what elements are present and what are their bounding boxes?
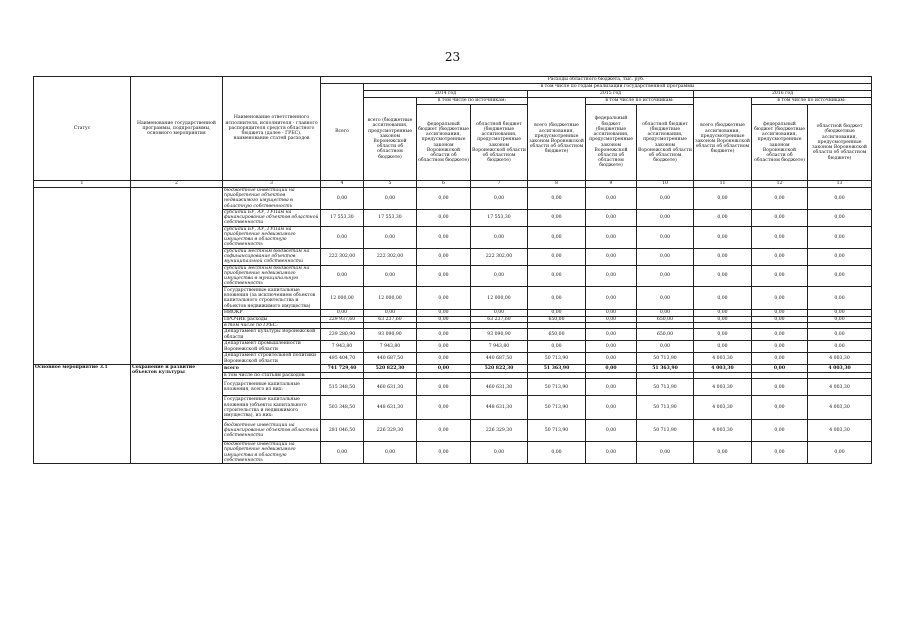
value-cell: 0,00 [586, 209, 637, 226]
value-cell: 17 553,30 [364, 209, 417, 226]
value-cell: 0,00 [694, 188, 752, 210]
value-cell: 0,00 [752, 188, 808, 210]
value-cell: 650,00 [528, 329, 586, 341]
value-cell: 0,00 [752, 442, 808, 464]
column-number: 8 [528, 181, 586, 188]
value-cell: 0,00 [417, 209, 471, 226]
value-cell: 222 302,00 [364, 248, 417, 265]
value-cell: 0,00 [417, 287, 471, 310]
value-cell: 50 713,90 [528, 379, 586, 396]
value-cell: 0,00 [417, 316, 471, 322]
value-cell: 93 090,90 [471, 329, 528, 341]
value-cell: 0,00 [808, 341, 872, 353]
value-cell: 0,00 [364, 310, 417, 316]
value-cell: 4 003,30 [694, 396, 752, 420]
value-cell: 0,00 [417, 379, 471, 396]
row-label: бюджетные инвестиции на приобретение объектов недвижимого имущества в областную собственность [223, 188, 321, 210]
value-cell: 0,00 [637, 248, 694, 265]
page-number: 23 [444, 50, 461, 64]
value-cell: 63 237,60 [364, 316, 417, 322]
value-cell: 0,00 [752, 420, 808, 442]
column-number: 4 [321, 181, 364, 188]
value-cell: 0,00 [528, 248, 586, 265]
value-cell: 0,00 [752, 209, 808, 226]
row-label: НИОКР [223, 310, 321, 316]
column-number: 1 [34, 181, 131, 188]
value-cell: 0,00 [364, 265, 417, 287]
row-label: Департамент промышленности Воронежской области [223, 341, 321, 353]
row-label: в том числе по ГРБС: [223, 322, 321, 328]
value-cell: 460 631,30 [471, 379, 528, 396]
main-name: Сохранение и развитие объектов культуры [131, 365, 223, 464]
value-cell: 650,00 [637, 329, 694, 341]
header-2015-sources: в том числе по источникам: [586, 98, 694, 105]
value-cell: 4 003,30 [694, 379, 752, 396]
column-number: 6 [417, 181, 471, 188]
value-cell: 12 000,00 [364, 287, 417, 310]
value-cell: 4 003,30 [694, 420, 752, 442]
value-cell: 0,00 [752, 353, 808, 365]
value-cell: 0,00 [417, 248, 471, 265]
value-cell: 0,00 [321, 188, 364, 210]
value-cell: 0,00 [417, 341, 471, 353]
value-cell: 0,00 [808, 316, 872, 322]
value-cell: 0,00 [586, 420, 637, 442]
value-cell: 4 003,30 [694, 353, 752, 365]
value-cell: 50 713,90 [528, 396, 586, 420]
value-cell: 0,00 [417, 188, 471, 210]
value-cell: 0,00 [417, 329, 471, 341]
row-label: Государственные капитальные вложения, всего из них: [223, 379, 321, 396]
header-2016-fed: федеральный бюджет (бюджетные ассигнования, предусмотренные законом Воронежской области об областном бюджете) [752, 105, 808, 181]
header-expenses-title: Расходы областного бюджета, тыс. руб. [321, 77, 872, 84]
value-cell: 0,00 [528, 209, 586, 226]
value-cell: 0,00 [694, 287, 752, 310]
value-cell: 0,00 [417, 365, 471, 373]
value-cell: 741 729,40 [321, 365, 364, 373]
value-cell: 0,00 [528, 310, 586, 316]
header-2014-all: всего (бюджетные ассигнования, предусмотренные законом Воронежской области об областном бюджете) [364, 98, 417, 181]
value-cell: 222 302,00 [321, 248, 364, 265]
value-cell: 0,00 [637, 209, 694, 226]
value-cell: 0,00 [417, 226, 471, 248]
value-cell: 0,00 [637, 287, 694, 310]
value-cell: 0,00 [364, 442, 417, 464]
header-executor: Наименование ответственного исполнителя, исполнителя - главного распорядителя средств областного бюджета (далее - ГРБС), наименование статей расходов [223, 77, 321, 181]
value-cell: 0,00 [752, 226, 808, 248]
value-cell: 0,00 [528, 287, 586, 310]
value-cell: 0,00 [752, 329, 808, 341]
row-label: субсидии БУ, АУ, ГУПам на приобретение недвижимого имущества в областную собственность [223, 226, 321, 248]
header-status: Статус [34, 77, 131, 181]
value-cell: 0,00 [417, 442, 471, 464]
column-number: 10 [637, 181, 694, 188]
value-cell: 226 329,30 [364, 420, 417, 442]
value-cell: 0,00 [417, 310, 471, 316]
value-cell: 0,00 [808, 329, 872, 341]
value-cell: 0,00 [528, 188, 586, 210]
row-label: всего [223, 365, 321, 373]
row-label: бюджетные инвестиции на финансирование объектов областной собственности [223, 420, 321, 442]
value-cell: 0,00 [417, 396, 471, 420]
value-cell: 0,00 [586, 353, 637, 365]
value-cell: 0,00 [808, 310, 872, 316]
value-cell: 0,00 [637, 226, 694, 248]
value-cell: 0,00 [586, 365, 637, 373]
value-cell: 440 687,50 [364, 353, 417, 365]
value-cell: 0,00 [808, 287, 872, 310]
value-cell: 495 404,70 [321, 353, 364, 365]
value-cell: 0,00 [637, 442, 694, 464]
value-cell: 0,00 [637, 310, 694, 316]
value-cell: 0,00 [528, 442, 586, 464]
value-cell: 17 553,30 [471, 209, 528, 226]
value-cell: 0,00 [417, 353, 471, 365]
header-2015-all: всего (бюджетные ассигнования, предусмотренные законом Воронежской области об областном бюджете) [528, 98, 586, 181]
row-label: Государственные капитальные вложения (объекты капитального строительства и недвижимого имущества), из них: [223, 396, 321, 420]
value-cell: 0,00 [752, 265, 808, 287]
value-cell: 50 713,90 [637, 379, 694, 396]
value-cell: 0,00 [586, 316, 637, 322]
value-cell: 222 302,00 [471, 248, 528, 265]
value-cell: 0,00 [528, 265, 586, 287]
value-cell: 0,00 [586, 442, 637, 464]
value-cell: 50 713,90 [637, 353, 694, 365]
value-cell: 4 003,30 [808, 353, 872, 365]
header-total: Всего [321, 84, 364, 181]
value-cell: 0,00 [528, 226, 586, 248]
value-cell: 51 363,90 [528, 365, 586, 373]
value-cell: 4 003,30 [694, 365, 752, 373]
value-cell: 0,00 [808, 265, 872, 287]
column-number: 7 [471, 181, 528, 188]
header-2015-reg: областной бюджет (бюджетные ассигнования, предусмотренные законом Воронежской области об областном бюджете) [637, 105, 694, 181]
row-label: в том числе по статьям расходов: [223, 373, 321, 379]
value-cell: 0,00 [417, 420, 471, 442]
value-cell: 0,00 [321, 442, 364, 464]
value-cell: 0,00 [586, 287, 637, 310]
header-2015-fed: федеральный бюджет (бюджетные ассигнования, предусмотренные законом Воронежской области об областном бюджете) [586, 105, 637, 181]
value-cell: 0,00 [586, 310, 637, 316]
header-year-2014: 2014 год [364, 91, 528, 98]
value-cell: 50 713,90 [637, 396, 694, 420]
budget-table [33, 76, 872, 464]
column-number: 13 [808, 181, 872, 188]
row-label: ПРОЧИЕ расходы [223, 316, 321, 322]
main-status: Основное мероприятие 3.1 [34, 365, 131, 464]
value-cell: 0,00 [471, 442, 528, 464]
value-cell: 0,00 [637, 188, 694, 210]
value-cell: 440 687,50 [471, 353, 528, 365]
column-number: 12 [752, 181, 808, 188]
value-cell: 50 713,90 [528, 353, 586, 365]
value-cell: 0,00 [694, 316, 752, 322]
header-2014-sources: в том числе по источникам: [417, 98, 528, 105]
header-year-2015: 2015 год [528, 91, 694, 98]
value-cell: 448 631,30 [471, 396, 528, 420]
value-cell: 226 329,30 [471, 420, 528, 442]
value-cell: 0,00 [752, 248, 808, 265]
table-row [34, 365, 872, 373]
value-cell: 0,00 [694, 310, 752, 316]
value-cell: 239 280,90 [321, 329, 364, 341]
table-row [34, 188, 872, 210]
value-cell: 0,00 [637, 341, 694, 353]
header-2016-reg: областной бюджет (бюджетные ассигнования, предусмотренные законом Воронежской области об областном бюджете) [808, 105, 872, 181]
value-cell: 51 363,90 [637, 365, 694, 373]
value-cell: 0,00 [808, 226, 872, 248]
header-2014-reg: областной бюджет (бюджетные ассигнования, предусмотренные законом Воронежской области об областном бюджете) [471, 105, 528, 181]
value-cell: 0,00 [694, 265, 752, 287]
value-cell: 0,00 [752, 396, 808, 420]
value-cell: 7 943,80 [471, 341, 528, 353]
value-cell: 650,00 [637, 316, 694, 322]
row-label: Государственные капитальные вложения (за исключением объектов капитального строительства и объектов недвижимого имущества) [223, 287, 321, 310]
header-2016-sources: в том числе по источникам: [752, 98, 872, 105]
value-cell: 229 937,60 [321, 316, 364, 322]
value-cell: 0,00 [321, 265, 364, 287]
column-number: 5 [364, 181, 417, 188]
value-cell: 0,00 [694, 341, 752, 353]
status-empty-cell [34, 188, 131, 365]
row-label: Департамент культуры Воронежской области [223, 329, 321, 341]
value-cell: 0,00 [586, 379, 637, 396]
value-cell: 12 000,00 [321, 287, 364, 310]
value-cell: 0,00 [694, 442, 752, 464]
value-cell: 0,00 [752, 310, 808, 316]
row-label: субсидии местным бюджетам на софинансирование объектов муниципальной собственности [223, 248, 321, 265]
value-cell: 0,00 [586, 341, 637, 353]
value-cell: 448 631,30 [364, 396, 417, 420]
value-cell: 0,00 [808, 442, 872, 464]
value-cell: 0,00 [752, 316, 808, 322]
value-cell: 0,00 [752, 287, 808, 310]
value-cell: 0,00 [586, 248, 637, 265]
value-cell: 0,00 [586, 265, 637, 287]
row-label: Департамент строительной политики Воронежской области [223, 353, 321, 365]
value-cell: 0,00 [321, 226, 364, 248]
row-label: субсидии БУ, АУ, ГУПам на финансирование объектов областной собственности [223, 209, 321, 226]
value-cell: 0,00 [321, 310, 364, 316]
value-cell: 0,00 [694, 226, 752, 248]
row-label: субсидии местным бюджетам на приобретение недвижимого имущества в муниципальную собственность [223, 265, 321, 287]
value-cell: 93 090,90 [364, 329, 417, 341]
column-number: 11 [694, 181, 752, 188]
program-empty-cell [131, 188, 223, 365]
value-cell: 0,00 [471, 188, 528, 210]
value-cell: 0,00 [471, 226, 528, 248]
value-cell: 50 713,90 [637, 420, 694, 442]
value-cell: 17 553,30 [321, 209, 364, 226]
column-number: 2 [131, 181, 223, 188]
value-cell: 12 000,00 [471, 287, 528, 310]
value-cell: 0,00 [586, 396, 637, 420]
value-cell: 4 003,30 [808, 396, 872, 420]
value-cell: 0,00 [471, 265, 528, 287]
value-cell: 0,00 [637, 265, 694, 287]
value-cell: 0,00 [364, 188, 417, 210]
value-cell: 0,00 [694, 329, 752, 341]
value-cell: 0,00 [471, 310, 528, 316]
value-cell: 50 713,90 [528, 420, 586, 442]
value-cell: 0,00 [808, 188, 872, 210]
header-year-2016: 2016 год [694, 91, 872, 98]
value-cell: 503 348,50 [321, 396, 364, 420]
header-program-name: Наименование государственной программы, подпрограммы, основного мероприятия [131, 77, 223, 181]
header-subtitle: в том числе по годам реализации государственной программы [364, 84, 872, 91]
value-cell: 281 046,50 [321, 420, 364, 442]
value-cell: 520 822,30 [471, 365, 528, 373]
value-cell: 650,00 [528, 316, 586, 322]
column-number: 3 [223, 181, 321, 188]
value-cell: 0,00 [528, 341, 586, 353]
header-2014-fed: федеральный бюджет (бюджетные ассигнования, предусмотренные законом Воронежской области об областном бюджете) [417, 105, 471, 181]
value-cell: 0,00 [808, 209, 872, 226]
value-cell: 520 822,30 [364, 365, 417, 373]
value-cell: 7 943,80 [364, 341, 417, 353]
value-cell: 0,00 [752, 365, 808, 373]
value-cell: 0,00 [586, 188, 637, 210]
value-cell: 4 003,30 [808, 365, 872, 373]
value-cell: 0,00 [694, 209, 752, 226]
value-cell: 7 943,80 [321, 341, 364, 353]
column-number: 9 [586, 181, 637, 188]
value-cell: 0,00 [586, 226, 637, 248]
value-cell: 0,00 [694, 248, 752, 265]
value-cell: 0,00 [586, 329, 637, 341]
row-label: бюджетные инвестиции на приобретение недвижимого имущества в областную собственность [223, 442, 321, 464]
value-cell: 63 237,60 [471, 316, 528, 322]
value-cell: 4 003,30 [808, 420, 872, 442]
value-cell: 0,00 [752, 341, 808, 353]
value-cell: 4 003,30 [808, 379, 872, 396]
value-cell: 0,00 [752, 379, 808, 396]
value-cell: 515 348,50 [321, 379, 364, 396]
value-cell: 0,00 [364, 226, 417, 248]
value-cell: 460 631,30 [364, 379, 417, 396]
value-cell: 0,00 [808, 248, 872, 265]
header-2016-all: всего (бюджетные ассигнования, предусмотренные законом Воронежской области об областном бюджете) [694, 98, 752, 181]
value-cell: 0,00 [417, 265, 471, 287]
